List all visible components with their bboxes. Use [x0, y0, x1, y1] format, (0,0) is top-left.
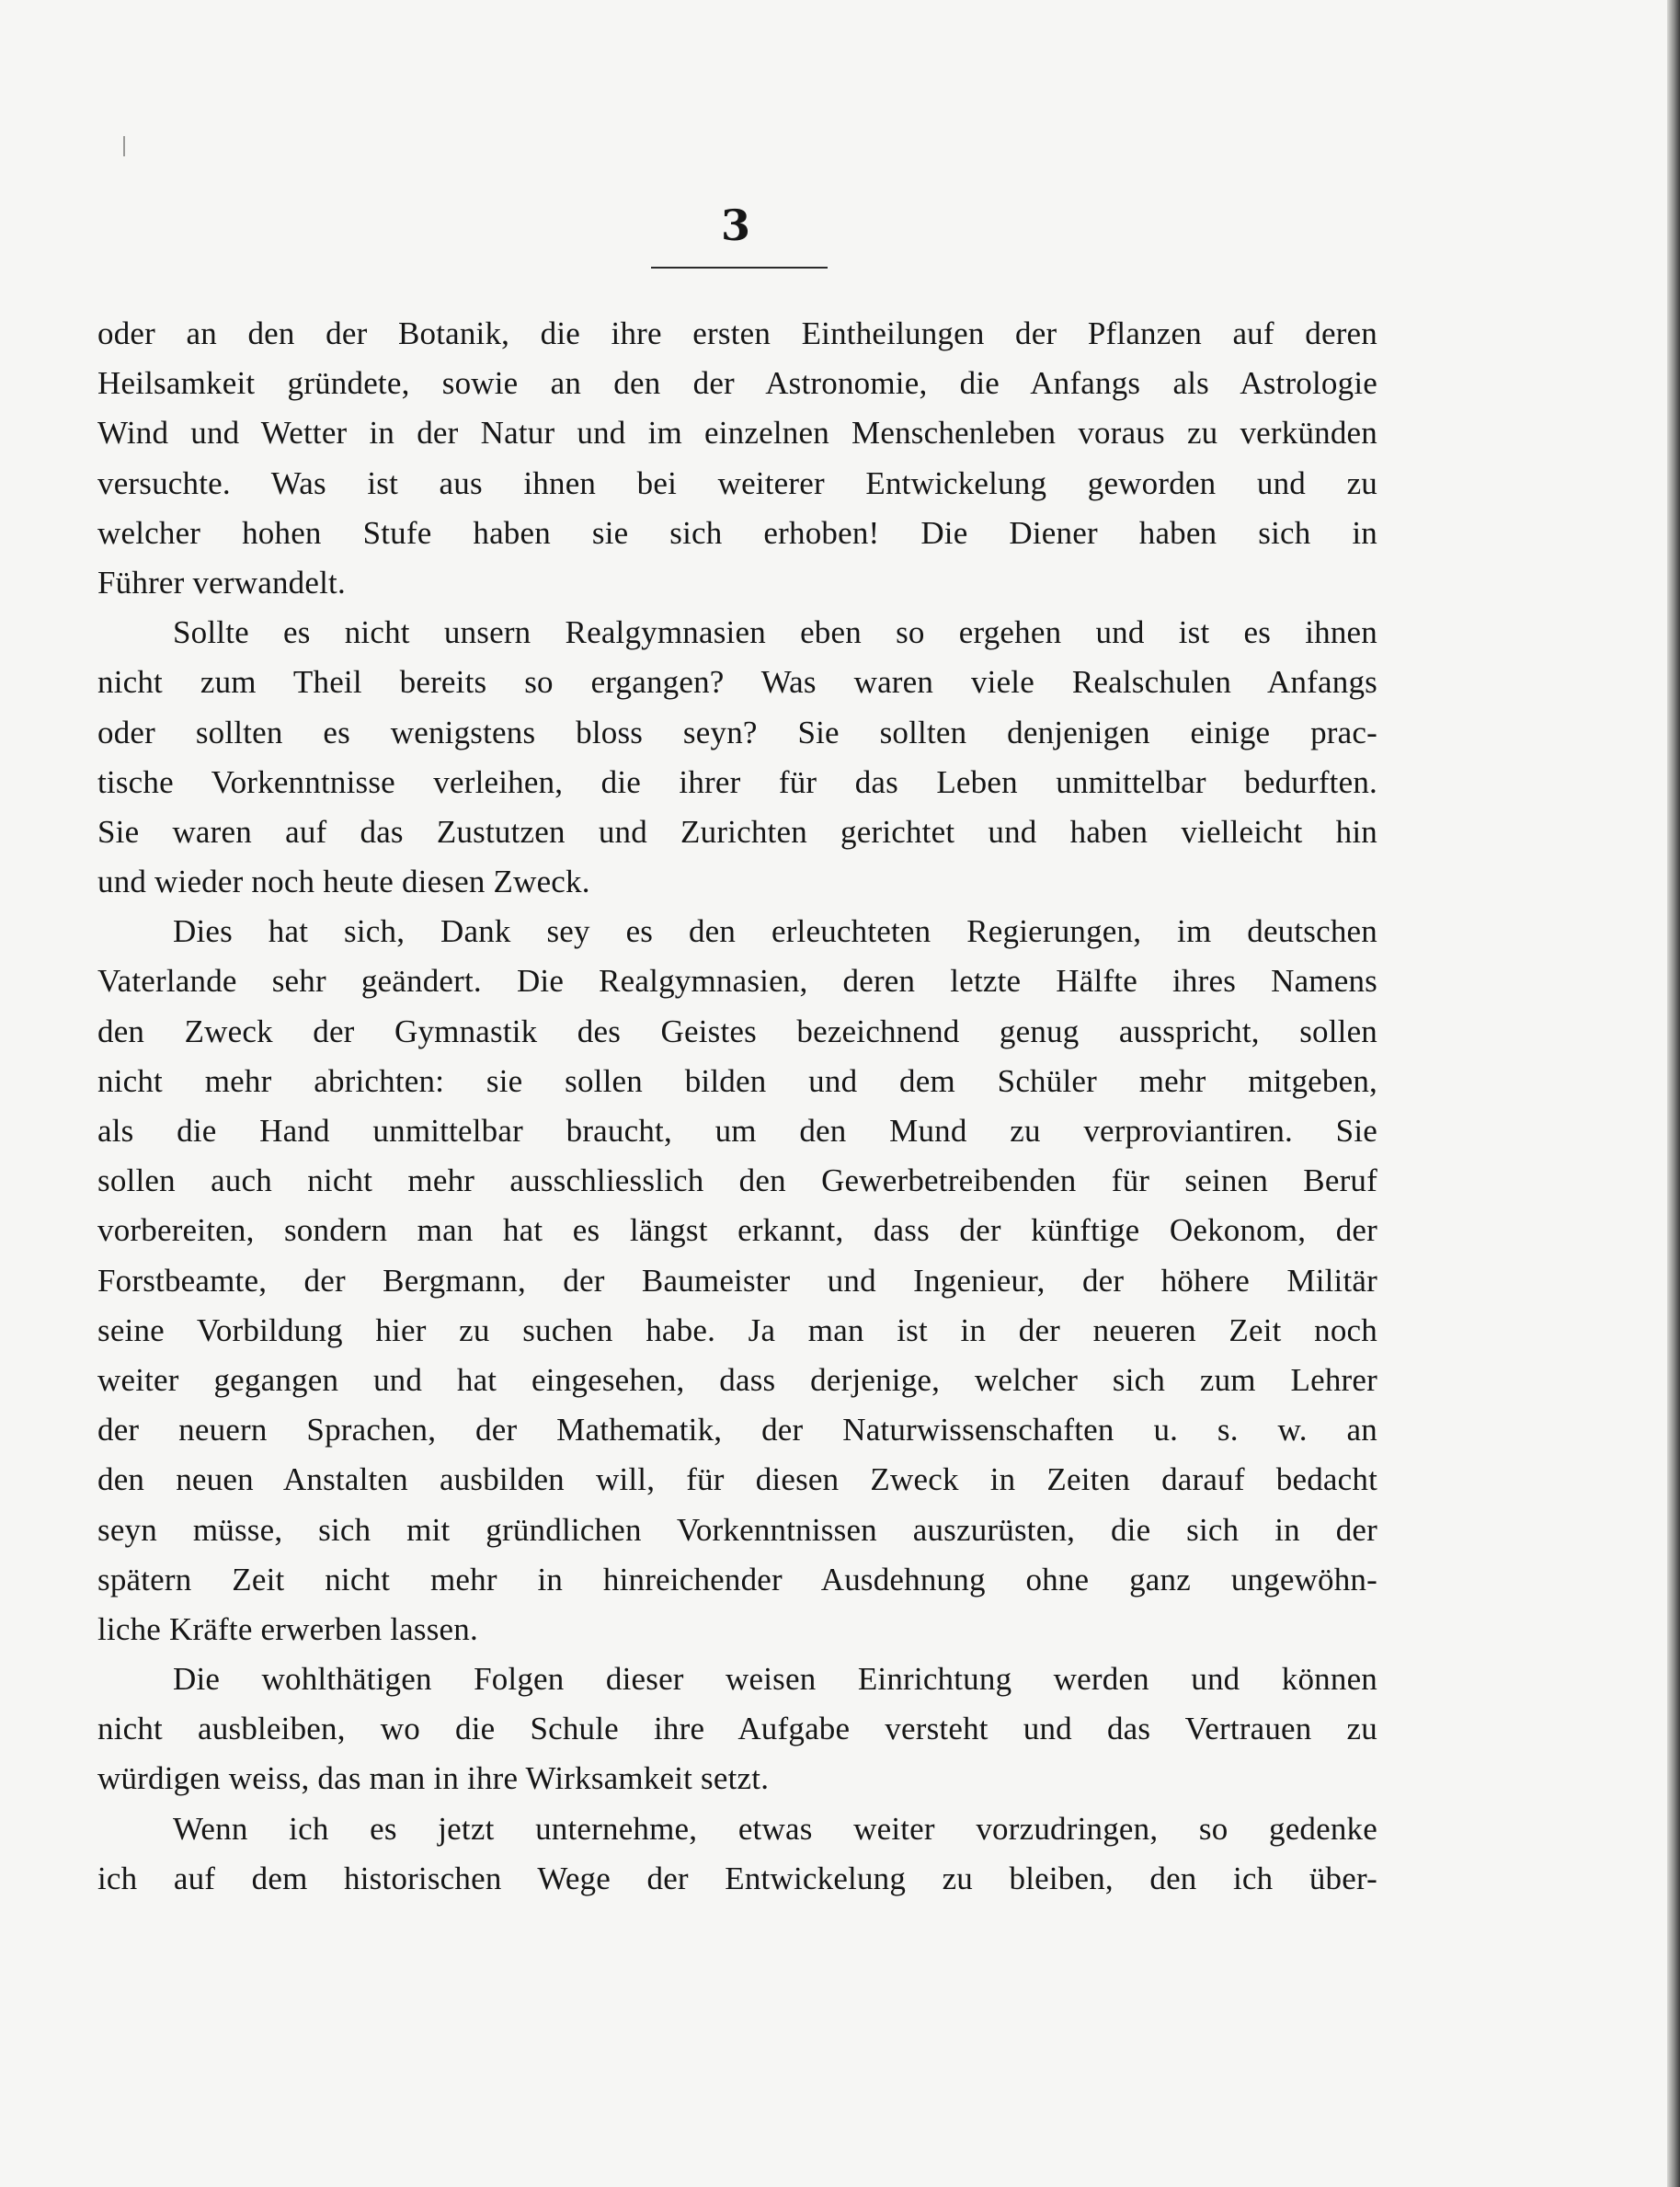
- text-line: Wind und Wetter in der Natur und im einzelnen Menschenleben voraus zu verkünden: [97, 415, 1377, 452]
- text-line: Dies hat sich, Dank sey es den erleuchteten Regierungen, im deutschen: [173, 913, 1377, 950]
- text-line: würdigen weiss, das man in ihre Wirksamkeit setzt.: [97, 1760, 770, 1797]
- text-line: Die wohlthätigen Folgen dieser weisen Einrichtung werden und können: [173, 1661, 1377, 1698]
- text-line: vorbereiten, sondern man hat es längst erkannt, dass der künftige Oekonom, der: [97, 1212, 1377, 1249]
- text-line: oder sollten es wenigstens bloss seyn? Sie sollten denjenigen einige prac-: [97, 714, 1377, 750]
- text-line: spätern Zeit nicht mehr in hinreichender Ausdehnung ohne ganz ungewöhn-: [97, 1561, 1377, 1597]
- text-line: seine Vorbildung hier zu suchen habe. Ja man ist in der neueren Zeit noch: [97, 1311, 1377, 1348]
- text-line: Sollte es nicht unsern Realgymnasien eben so ergehen und ist es ihnen: [173, 614, 1377, 651]
- text-line: welcher hohen Stufe haben sie sich erhoben! Die Diener haben sich in: [97, 514, 1377, 551]
- text-line: Sie waren auf das Zustutzen und Zurichten gerichtet und haben vielleicht hin: [97, 813, 1377, 850]
- text-line: der neuern Sprachen, der Mathematik, der Naturwissenschaften u. s. w. an: [97, 1412, 1377, 1448]
- header-rule: [651, 267, 828, 269]
- body-text: [97, 309, 1377, 1904]
- page-edge-shadow: [1667, 0, 1680, 2187]
- text-line: versuchte. Was ist aus ihnen bei weiterer Entwickelung geworden und zu: [97, 464, 1377, 501]
- scan-mark: [123, 136, 125, 156]
- text-line: nicht ausbleiben, wo die Schule ihre Aufgabe versteht und das Vertrauen zu: [97, 1711, 1377, 1747]
- text-line: den neuen Anstalten ausbilden will, für diesen Zweck in Zeiten darauf bedacht: [97, 1461, 1377, 1498]
- text-line: Führer verwandelt.: [97, 564, 346, 601]
- text-line: nicht zum Theil bereits so ergangen? Was waren viele Realschulen Anfangs: [97, 664, 1377, 701]
- text-line: den Zweck der Gymnastik des Geistes bezeichnend genug ausspricht, sollen: [97, 1013, 1377, 1049]
- text-line: nicht mehr abrichten: sie sollen bilden und dem Schüler mehr mitgeben,: [97, 1062, 1377, 1099]
- text-line: tische Vorkenntnisse verleihen, die ihrer für das Leben unmittelbar bedurften.: [97, 763, 1377, 800]
- text-line: Heilsamkeit gründete, sowie an den der Astronomie, die Anfangs als Astrologie: [97, 365, 1377, 402]
- text-line: Wenn ich es jetzt unternehme, etwas weiter vorzudringen, so gedenke: [173, 1810, 1377, 1847]
- text-line: als die Hand unmittelbar braucht, um den Mund zu verproviantiren. Sie: [97, 1113, 1377, 1149]
- page-number: 3: [720, 200, 750, 250]
- text-line: seyn müsse, sich mit gründlichen Vorkenntnissen auszurüsten, die sich in der: [97, 1511, 1377, 1548]
- text-line: sollen auch nicht mehr ausschliesslich den Gewerbetreibenden für seinen Beruf: [97, 1162, 1377, 1199]
- text-line: ich auf dem historischen Wege der Entwickelung zu bleiben, den ich über-: [97, 1860, 1377, 1896]
- text-line: und wieder noch heute diesen Zweck.: [97, 864, 590, 900]
- text-line: Vaterlande sehr geändert. Die Realgymnasien, deren letzte Hälfte ihres Namens: [97, 963, 1377, 1000]
- text-line: weiter gegangen und hat eingesehen, dass derjenige, welcher sich zum Lehrer: [97, 1361, 1377, 1398]
- text-line: liche Kräfte erwerben lassen.: [97, 1610, 478, 1647]
- text-line: Forstbeamte, der Bergmann, der Baumeister und Ingenieur, der höhere Militär: [97, 1262, 1377, 1299]
- text-line: oder an den der Botanik, die ihre ersten Eintheilungen der Pflanzen auf deren: [97, 315, 1377, 351]
